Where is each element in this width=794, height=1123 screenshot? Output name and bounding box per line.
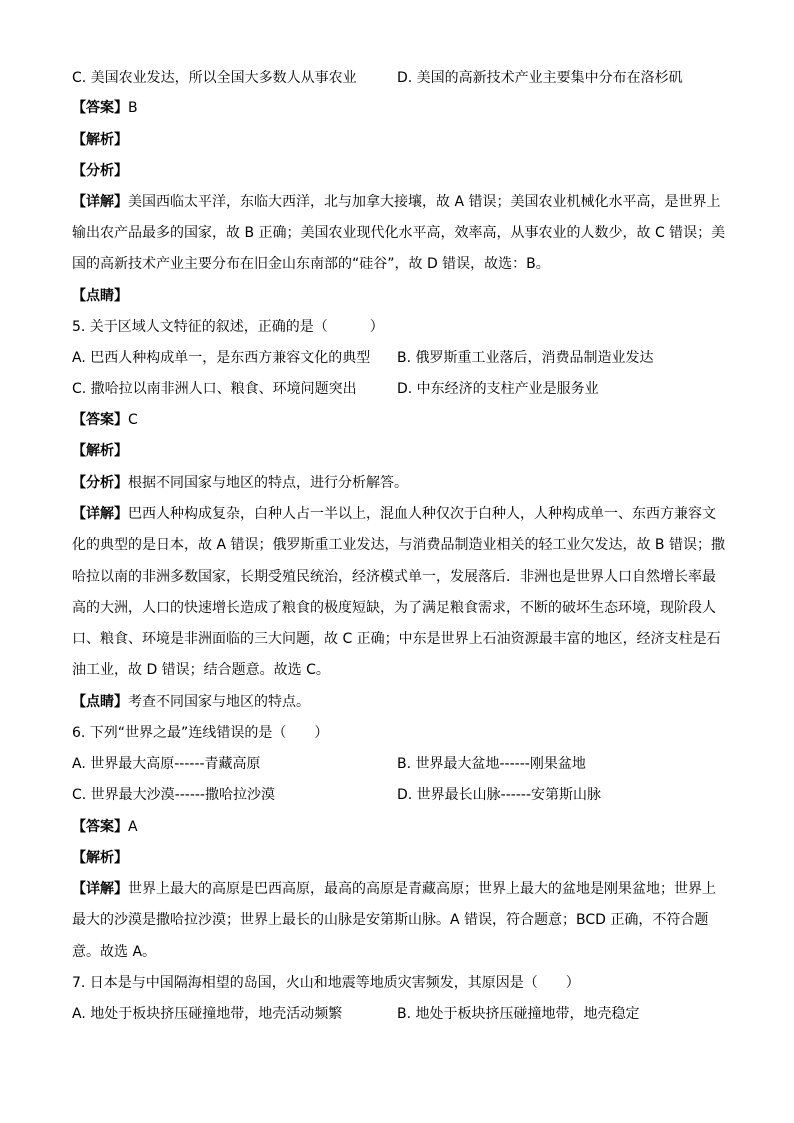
fenxi-tag: 【分析】 xyxy=(72,475,128,491)
fenxi-line xyxy=(72,473,408,493)
answer-value: C xyxy=(128,412,138,428)
q5-option-a: A. 巴西人种构成单一，是东西方兼容文化的典型 xyxy=(72,350,371,366)
q6-option-c: C. 世界最大沙漠------撒哈拉沙漠 xyxy=(72,787,275,803)
q5-option-d: D. 中东经济的支柱产业是服务业 xyxy=(397,381,599,397)
q6-stem: 6. 下列“世界之最”连线错误的是（ ） xyxy=(72,725,329,741)
jiexi-heading: 【解析】 xyxy=(72,850,128,866)
jiexi-heading: 【解析】 xyxy=(72,132,128,148)
detail-text: 巴西人种构成复杂，白种人占一半以上，混血人种仅次于白种人，人种构成单一、东西方兼容文 xyxy=(128,506,716,522)
q6-answer-line xyxy=(72,817,138,837)
detail-text: 美国西临太平洋，东临大西洋，北与加拿大接壤，故 A 错误；美国农业机械化水平高，是世界上 xyxy=(128,194,721,210)
q6-option-b: B. 世界最大盆地------刚果盆地 xyxy=(397,756,586,772)
detail-line: 口、粮食、环境是非洲面临的三大问题，故 C 正确；中东是世界上石油资源最丰富的地区，经济支柱是石 xyxy=(72,631,721,647)
jiexi-heading: 【解析】 xyxy=(72,443,128,459)
detail-line xyxy=(72,192,720,212)
fenxi-heading: 【分析】 xyxy=(72,163,128,179)
q6-option-a: A. 世界最大高原------青藏高原 xyxy=(72,756,261,772)
answer-value: A xyxy=(128,819,138,835)
detail-line: 哈拉以南的非洲多数国家，长期受殖民统治，经济模式单一，发展落后．非洲也是世界人口自然增长率最 xyxy=(72,569,716,585)
q4-answer-line xyxy=(72,98,138,118)
detail-line: 化的典型的是日本，故 A 错误；俄罗斯重工业发达，与消费品制造业相关的轻工业欠发达，故 B 错误；撒 xyxy=(72,537,725,553)
fenxi-text: 根据不同国家与地区的特点，进行分析解答。 xyxy=(128,475,408,491)
dianjing-line xyxy=(72,692,310,712)
detail-line: 国的高新技术产业主要分布在旧金山东南部的“硅谷”，故 D 错误，故选：B。 xyxy=(72,256,550,272)
q4-option-d: D. 美国的高新技术产业主要集中分布在洛杉矶 xyxy=(397,70,683,86)
detail-tag: 【详解】 xyxy=(72,506,128,522)
detail-text: 世界上最大的高原是巴西高原，最高的高原是青藏高原；世界上最大的盆地是刚果盆地；世界上 xyxy=(128,881,716,897)
answer-tag: 【答案】 xyxy=(72,412,128,428)
q6-option-d: D. 世界最长山脉------安第斯山脉 xyxy=(397,787,601,803)
q5-stem: 5. 关于区域人文特征的叙述，正确的是（ ） xyxy=(72,319,384,335)
detail-line: 高的大洲，人口的快速增长造成了粮食的极度短缺，为了满足粮食需求，不断的破坏生态环境，现阶段人 xyxy=(72,600,716,616)
q7-option-b: B. 地处于板块挤压碰撞地带，地壳稳定 xyxy=(397,1006,640,1022)
detail-tag: 【详解】 xyxy=(72,194,128,210)
dianjing-text: 考查不同国家与地区的特点。 xyxy=(128,694,310,710)
q7-stem: 7. 日本是与中国隔海相望的岛国，火山和地震等地质灾害频发，其原因是（ ） xyxy=(72,975,580,991)
q7-option-a: A. 地处于板块挤压碰撞地带，地壳活动频繁 xyxy=(72,1006,343,1022)
detail-tag: 【详解】 xyxy=(72,881,128,897)
q5-option-c: C. 撒哈拉以南非洲人口、粮食、环境问题突出 xyxy=(72,381,357,397)
detail-line xyxy=(72,879,716,899)
dianjing-tag: 【点睛】 xyxy=(72,694,128,710)
detail-line: 最大的沙漠是撒哈拉沙漠；世界上最长的山脉是安第斯山脉。A 错误，符合题意；BCD 正确，不符合题 xyxy=(72,912,709,928)
detail-line: 意。故选 A。 xyxy=(72,944,157,960)
q5-option-b: B. 俄罗斯重工业落后，消费品制造业发达 xyxy=(397,350,654,366)
answer-tag: 【答案】 xyxy=(72,100,128,116)
detail-line: 油工业，故 D 错误；结合题意。故选 C。 xyxy=(72,662,330,678)
detail-line xyxy=(72,504,716,524)
detail-line: 输出农产品最多的国家，故 B 正确；美国农业现代化水平高，效率高，从事农业的人数少，故 C 错误；美 xyxy=(72,225,726,241)
q5-answer-line xyxy=(72,410,138,430)
answer-tag: 【答案】 xyxy=(72,819,128,835)
answer-value: B xyxy=(128,100,138,116)
dianjing-heading: 【点睛】 xyxy=(72,288,128,304)
q4-option-c: C. 美国农业发达，所以全国大多数人从事农业 xyxy=(72,70,357,86)
